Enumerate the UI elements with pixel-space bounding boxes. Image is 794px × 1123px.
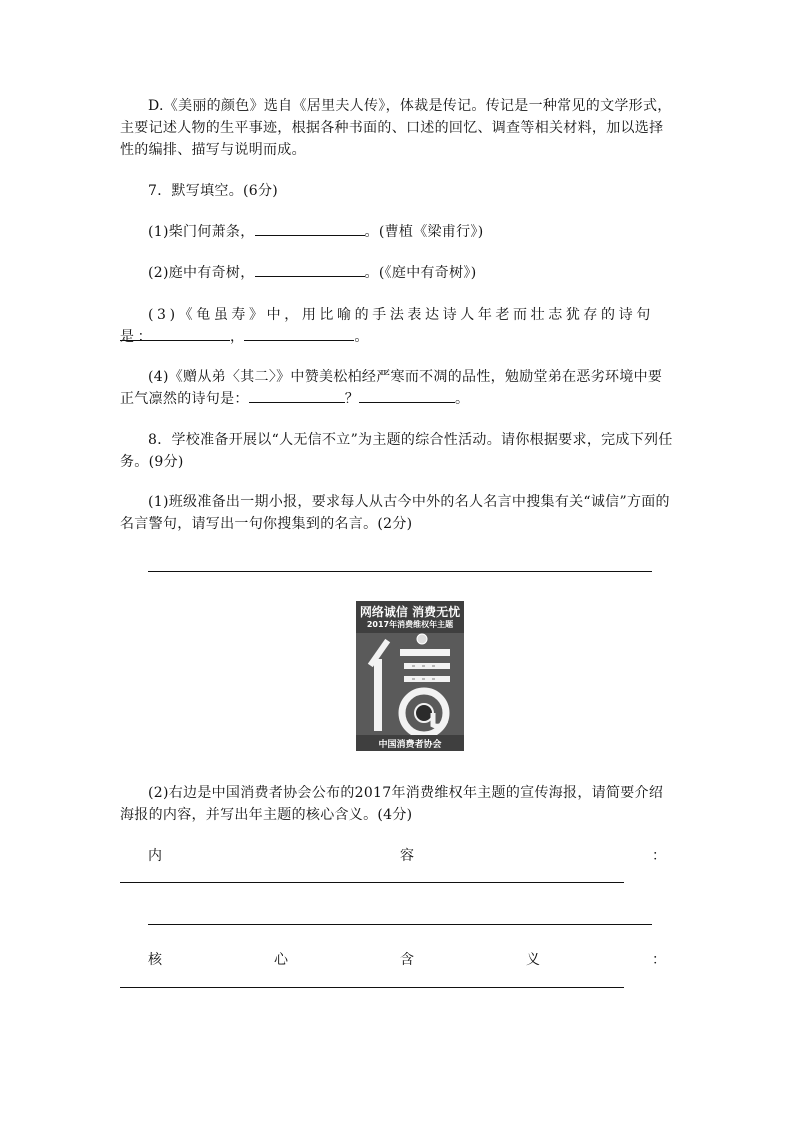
label-char: 核: [148, 952, 162, 968]
answer-blank[interactable]: [244, 326, 354, 341]
question-7-3-blanks: ， 。: [120, 326, 676, 348]
answer-line[interactable]: [120, 987, 624, 988]
emblem-icon: [415, 704, 433, 722]
answer-line[interactable]: [120, 882, 624, 883]
content-label-row: [148, 845, 666, 867]
question-7-1: (1)柴门何萧条， 。(曹植《梁甫行》): [120, 221, 676, 243]
option-d-paragraph: D.《美丽的颜色》选自《居里夫人传》，体裁是传记。传记是一种常见的文学形式，主要记述人物的生平事迹，根据各种书面的、口述的回忆、调查等相关材料，加以选择性的编排、描写与说明而成。: [120, 98, 672, 158]
answer-blank[interactable]: [255, 262, 365, 277]
answer-blank[interactable]: [255, 221, 365, 236]
answer-line[interactable]: [148, 571, 652, 572]
question-7-2: (2)庭中有奇树， 。(《庭中有奇树》): [120, 262, 676, 284]
question-7-title: 7．默写填空。(6分): [148, 183, 279, 199]
xin-character-graphic: [356, 601, 464, 751]
consumer-rights-poster: [356, 601, 464, 751]
label-char: 内: [148, 848, 162, 864]
answer-blank[interactable]: [249, 388, 345, 403]
label-char: ：: [652, 952, 666, 968]
question-8-1: (1)班级准备出一期小报，要求每人从古今中外的名人名言中搜集有关“诚信”方面的名言警句，请写出一句你搜集到的名言。(2分): [120, 494, 670, 532]
meaning-label-row: [148, 949, 666, 971]
poster-footer: 中国消费者协会: [378, 740, 442, 750]
answer-blank[interactable]: [359, 388, 455, 403]
question-7-4: (4)《赠从弟〈其二〉》中赞美松柏经严寒而不凋的品性，勉励堂弟在恶劣环境中要正气凛然的诗句是： ？ 。: [120, 369, 663, 407]
answer-line[interactable]: [148, 924, 652, 925]
question-7-3: (3)《龟虽寿》中，用比喻的手法表达诗人年老而壮志犹存的诗句是：: [120, 307, 654, 345]
label-char: ：: [652, 848, 666, 864]
question-8-title: 8．学校准备开展以“人无信不立”为主题的综合性活动。请你根据要求，完成下列任务。(9分): [120, 432, 673, 470]
label-char: 含: [400, 952, 414, 968]
label-char: 心: [274, 952, 288, 968]
question-8-2: (2)右边是中国消费者协会公布的2017年消费维权年主题的宣传海报，请简要介绍海报的内容，并写出年主题的核心含义。(4分): [120, 785, 664, 823]
label-char: 义: [526, 952, 540, 968]
label-char: 容: [400, 848, 414, 864]
poster-headline: 网络诚信 消费无忧: [359, 605, 461, 619]
answer-blank[interactable]: [120, 326, 230, 341]
smiley-icon: [417, 634, 427, 644]
poster-subtitle: 2017年消费维权年主题: [366, 620, 454, 629]
